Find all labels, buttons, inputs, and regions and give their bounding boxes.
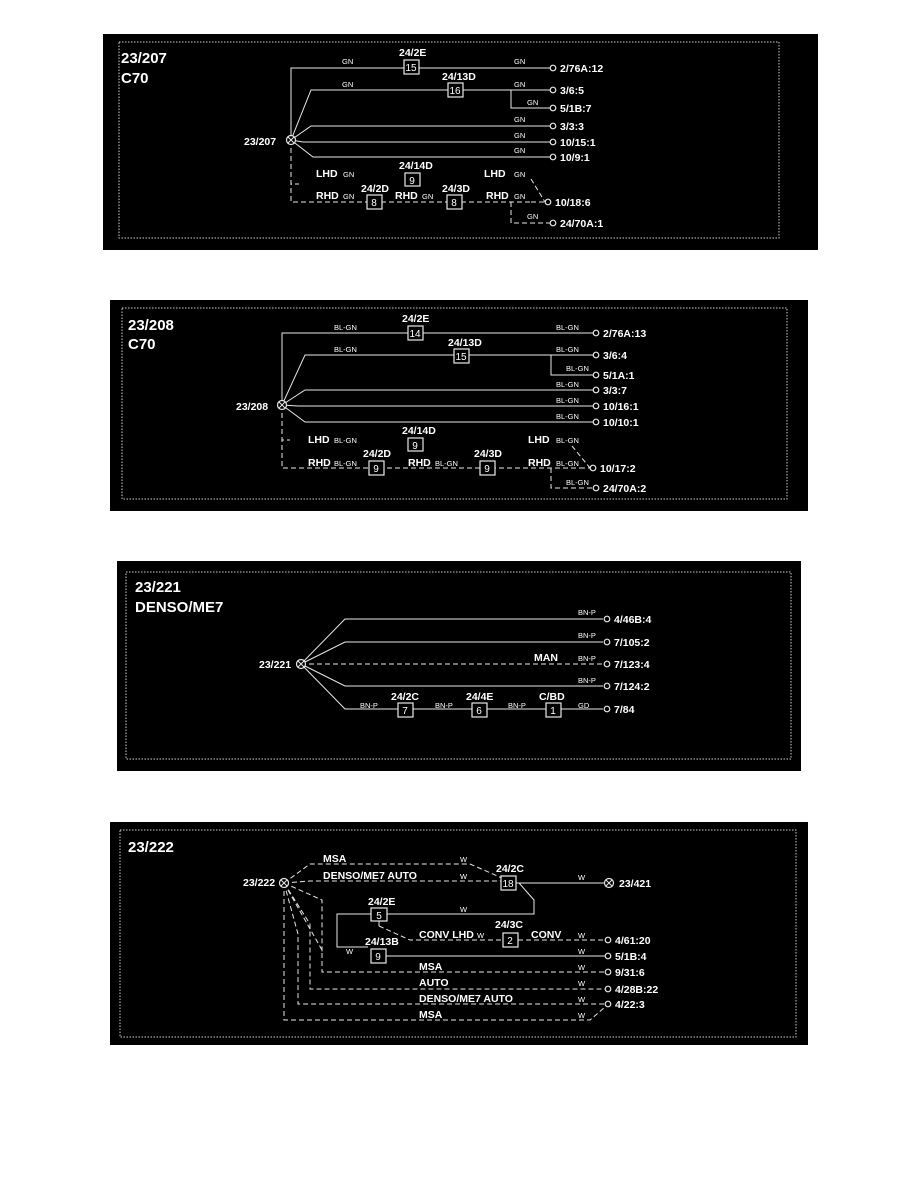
connector-label: 24/13B (365, 936, 399, 948)
connector-label: 24/2E (368, 896, 396, 908)
terminal-label: 24/70A:2 (603, 483, 647, 495)
connector-label: 24/4E (466, 691, 494, 703)
diagram-panel-23-221 (117, 561, 801, 771)
diagram-subtitle: C70 (121, 70, 149, 87)
connector-pin: 15 (405, 63, 417, 74)
connector-pin: 1 (550, 706, 556, 717)
diagram-panel-23-207 (103, 34, 818, 250)
wire-color: BN-P (578, 631, 596, 640)
variant-qualifier: CONV LHD (419, 929, 474, 941)
variant-qualifier: LHD (484, 168, 506, 180)
connector-label: 24/3D (474, 448, 503, 460)
wire-color: BL-GN (556, 436, 579, 445)
wire-color: BL-GN (566, 364, 589, 373)
wire-color: BL-GN (556, 396, 579, 405)
connector-pin: 8 (371, 198, 377, 209)
connector-pin: 8 (451, 198, 457, 209)
terminal-label: 5/1B:7 (560, 103, 592, 115)
variant-qualifier: RHD (408, 457, 431, 469)
connector-label: 24/2E (399, 47, 427, 59)
wire-color: W (578, 947, 586, 956)
wire-color: GN (343, 170, 355, 179)
variant-qualifier: RHD (486, 190, 509, 202)
connector-label: 24/2E (402, 313, 430, 325)
ground-node-label: 23/221 (259, 659, 292, 671)
wire-color: W (578, 979, 586, 988)
connector-pin: 18 (502, 879, 514, 890)
wire-color: W (578, 995, 586, 1004)
wire-color: BL-GN (556, 380, 579, 389)
wire-color: GN (514, 131, 526, 140)
wire-color: BL-GN (566, 478, 589, 487)
terminal-label: 7/105:2 (614, 637, 650, 649)
diagram-id-label: 23/221 (135, 579, 181, 596)
wire-color: W (578, 1011, 586, 1020)
terminal-label: 9/31:6 (615, 967, 645, 979)
wire-color: BL-GN (334, 345, 357, 354)
wire-color: BN-P (578, 654, 596, 663)
wire-color: GN (343, 192, 355, 201)
wire-color: GN (514, 57, 526, 66)
wire-color: W (460, 855, 468, 864)
connector-pin: 14 (409, 329, 421, 340)
wire-color: BN-P (435, 701, 453, 710)
variant-qualifier: DENSO/ME7 AUTO (419, 993, 513, 1005)
connector-pin: 7 (402, 706, 408, 717)
connector-label: 24/13D (442, 71, 476, 83)
variant-qualifier: DENSO/ME7 AUTO (323, 870, 417, 882)
terminal-label: 3/6:4 (603, 350, 627, 362)
diagram-id-label: 23/207 (121, 50, 167, 67)
variant-qualifier: RHD (395, 190, 418, 202)
connector-pin: 9 (412, 441, 418, 452)
wire-color: BN-P (578, 608, 596, 617)
ground-node-label: 23/208 (236, 401, 269, 413)
diagram-panel-23-208 (110, 300, 808, 511)
connector-label: 24/3D (442, 183, 471, 195)
wire-color: W (346, 947, 354, 956)
wire-color: GN (342, 80, 354, 89)
wire-color: GN (527, 98, 539, 107)
wire-color: W (578, 931, 586, 940)
connector-pin: 9 (373, 464, 379, 475)
diagram-panel-23-222 (110, 822, 808, 1045)
terminal-label: 4/28B:22 (615, 984, 659, 996)
terminal-label: 3/3:7 (603, 385, 627, 397)
variant-qualifier: RHD (308, 457, 331, 469)
wire-color: BN-P (508, 701, 526, 710)
connector-pin: 16 (449, 86, 461, 97)
diagram-subtitle: DENSO/ME7 (135, 599, 224, 616)
wire-color: GN (422, 192, 434, 201)
connector-label: 24/14D (402, 425, 436, 437)
terminal-label: 7/84 (614, 704, 635, 716)
terminal-label: 23/421 (619, 878, 652, 890)
wire-color: BL-GN (556, 459, 579, 468)
wire-color: BN-P (360, 701, 378, 710)
connector-pin: 9 (375, 952, 381, 963)
variant-qualifier: MSA (419, 1009, 443, 1021)
connector-label: 24/2C (391, 691, 420, 703)
variant-qualifier: RHD (528, 457, 551, 469)
wire-color: GN (514, 115, 526, 124)
connector-label: C/BD (539, 691, 565, 703)
wire-color: GN (514, 192, 526, 201)
wire-color: GN (527, 212, 539, 221)
wiring-diagram-23-208 (110, 300, 808, 511)
wire-color: BL-GN (334, 436, 357, 445)
wire-color: W (460, 905, 468, 914)
terminal-label: 4/22:3 (615, 999, 645, 1011)
wire-color: GN (514, 170, 526, 179)
terminal-label: 10/9:1 (560, 152, 590, 164)
terminal-label: 7/124:2 (614, 681, 650, 693)
terminal-label: 10/16:1 (603, 401, 639, 413)
variant-qualifier: AUTO (419, 977, 449, 989)
terminal-label: 3/6:5 (560, 85, 584, 97)
variant-qualifier: LHD (316, 168, 338, 180)
connector-pin: 9 (409, 176, 415, 187)
terminal-label: 4/61:20 (615, 935, 651, 947)
wire-color: BN-P (578, 676, 596, 685)
connector-pin: 2 (507, 936, 513, 947)
wire-color: GN (342, 57, 354, 66)
wire-color: BL-GN (556, 412, 579, 421)
wire-color: GN (514, 80, 526, 89)
wiring-diagram-23-222 (110, 822, 808, 1045)
variant-qualifier: LHD (308, 434, 330, 446)
terminal-label: 24/70A:1 (560, 218, 604, 230)
variant-qualifier: MSA (323, 853, 347, 865)
connector-label: 24/2D (361, 183, 390, 195)
wire-color: W (460, 872, 468, 881)
wire-color: W (578, 963, 586, 972)
wire-color: BL-GN (334, 323, 357, 332)
variant-qualifier: MSA (419, 961, 443, 973)
connector-pin: 15 (455, 352, 467, 363)
terminal-label: 5/1B:4 (615, 951, 647, 963)
wire-color: BL-GN (556, 323, 579, 332)
terminal-label: 2/76A:12 (560, 63, 604, 75)
terminal-label: 10/18:6 (555, 197, 591, 209)
variant-qualifier: MAN (534, 652, 558, 664)
wire-color: BL-GN (556, 345, 579, 354)
wire-color: W (578, 873, 586, 882)
wire-color: BL-GN (334, 459, 357, 468)
terminal-label: 4/46B:4 (614, 614, 652, 626)
terminal-label: 2/76A:13 (603, 328, 647, 340)
terminal-label: 10/17:2 (600, 463, 636, 475)
terminal-label: 10/10:1 (603, 417, 639, 429)
diagram-id-label: 23/222 (128, 839, 174, 856)
connector-label: 24/14D (399, 160, 433, 172)
wire-color: GN (514, 146, 526, 155)
connector-label: 24/2C (496, 863, 525, 875)
variant-qualifier: CONV (531, 929, 562, 941)
connector-label: 24/2D (363, 448, 392, 460)
wire-color: BL-GN (435, 459, 458, 468)
ground-node-label: 23/222 (243, 877, 276, 889)
variant-qualifier: RHD (316, 190, 339, 202)
terminal-label: 5/1A:1 (603, 370, 635, 382)
connector-label: 24/3C (495, 919, 524, 931)
connector-label: 24/13D (448, 337, 482, 349)
connector-pin: 9 (484, 464, 490, 475)
variant-qualifier: LHD (528, 434, 550, 446)
ground-node-label: 23/207 (244, 136, 277, 148)
diagram-id-label: 23/208 (128, 317, 174, 334)
wire-color: GD (578, 701, 590, 710)
connector-pin: 6 (476, 706, 482, 717)
wiring-diagram-23-221 (117, 561, 801, 771)
connector-pin: 5 (376, 911, 382, 922)
wiring-diagram-23-207 (103, 34, 818, 250)
terminal-label: 3/3:3 (560, 121, 584, 133)
terminal-label: 7/123:4 (614, 659, 650, 671)
diagram-subtitle: C70 (128, 336, 156, 353)
wire-color: W (477, 931, 485, 940)
terminal-label: 10/15:1 (560, 137, 596, 149)
